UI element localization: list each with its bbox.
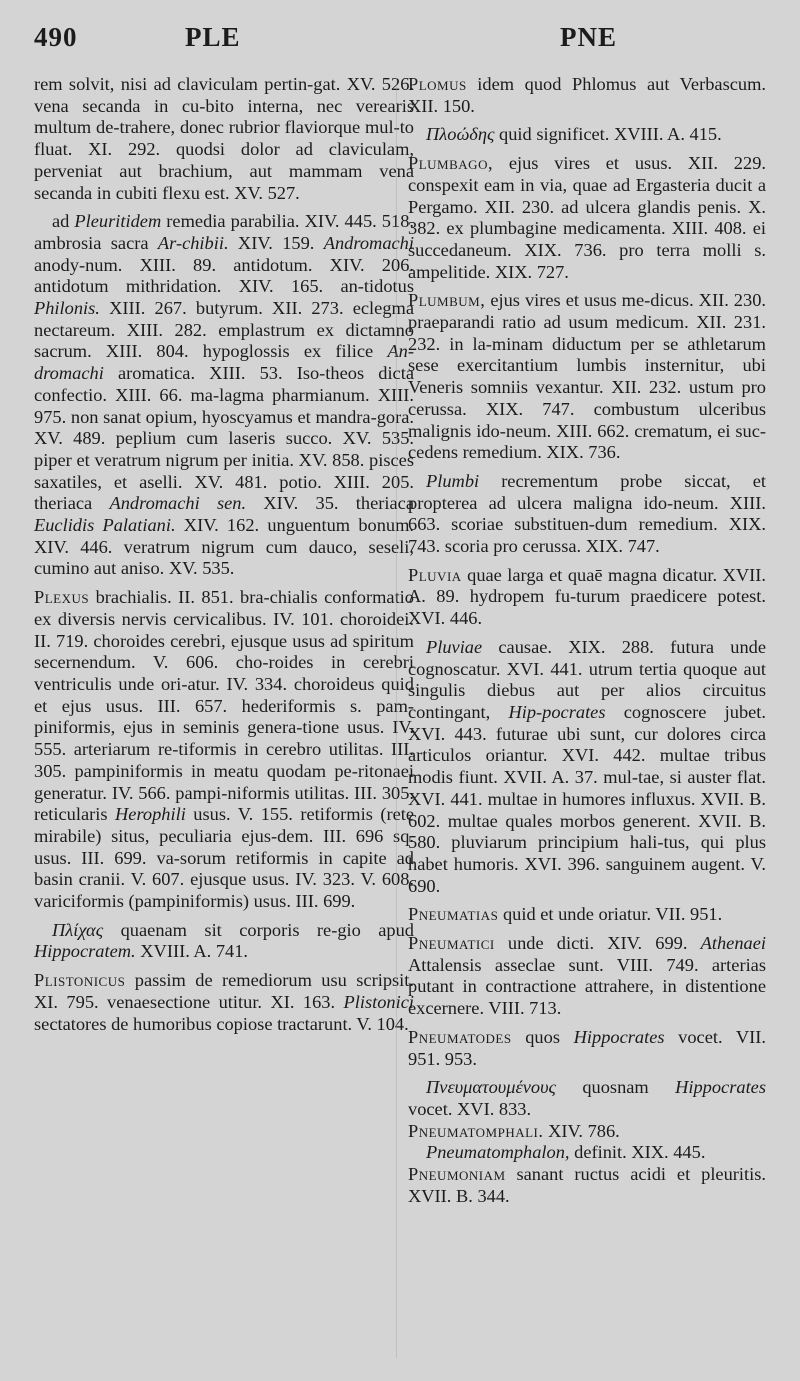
entry-text: XIV. 786. [543, 1120, 620, 1141]
entry-headword: Plomus [408, 74, 467, 94]
entry-text: aromatica. XIII. 53. Iso-theos dicta confectio. XIII. 66. ma-lagma pharmianum. XIII. 975. non sanat opium, hyoscyamus et mandra-gora. XV. 489. peplium cum laseris succo. XV. 535. piper et veratrum nigrum per initia. XV. 858. pisces saxatiles, et aselli. XV. 481. potio. XIII. 205. theriaca [34, 363, 414, 514]
entry-pneumoniam [408, 1164, 766, 1207]
entry-headword: Pneumatici [408, 933, 495, 954]
entry-plistonicus [34, 970, 414, 1035]
entry-text: XIV. 162. unguentum bonum. XIV. 446. veratrum nigrum cum dauco, seseli, cumino aut aniso. XV. 535. [34, 515, 415, 579]
entry-text: idem quod Phlomus aut Verbascum. XII. 150. [408, 74, 766, 116]
entry-headword: Pneumatias [408, 904, 499, 925]
author-name: Hippocrates [675, 1077, 766, 1098]
author-name: Hip-pocrates [508, 701, 606, 722]
entry-pneumatias [408, 904, 766, 926]
entry-ploodes [408, 124, 766, 146]
author-name: Hippocratem. [34, 941, 136, 962]
entry-text: quaenam sit corporis re-gio apud [103, 919, 414, 940]
entry-text: vocet. VII. 951. 953. [408, 1026, 766, 1069]
entry-text: passim de remediorum usu scripsit. XI. 795. venaesectione utitur. XI. 163. [34, 970, 414, 1012]
entry-headword: Plumbago, [408, 153, 494, 174]
author-name: Plistonici [343, 991, 414, 1012]
entry-text: definit. XIX. 445. [569, 1142, 706, 1163]
author-name: Hippocrates [573, 1026, 665, 1047]
entry-text: quos [511, 1026, 574, 1047]
entry-text: recrementum probe siccat, et propterea ad ulcera maligna ido-neum. XIII. 663. scoriae substituen-dum remedium. XIX. 743. scoria pro cerussa. XIX. 747. [408, 470, 766, 557]
entry-keyword: Plumbi [426, 470, 480, 491]
entry-continuation [34, 74, 414, 204]
entry-text: vocet. XVI. 833. [408, 1098, 532, 1119]
entry-headword: Pluvia [408, 564, 462, 585]
entry-keyword: Pluviae [426, 636, 483, 657]
author-name: Philonis. [34, 298, 100, 319]
entry-pluviae [408, 637, 766, 897]
entry-text: XIV. 159. [228, 232, 324, 253]
greek-headword: Πνευματουμένους [426, 1077, 556, 1098]
entry-keyword: Pleuritidem [74, 211, 162, 232]
entry-text: quid et unde oriatur. VII. 951. [498, 904, 723, 925]
entry-text: anody-num. XIII. 89. antidotum. XIV. 206. antidotum mithridation. XIV. 165. an-tidotus [34, 254, 414, 297]
entry-pneumatici [408, 933, 766, 1020]
entry-text: causae. XIX. 288. futura unde cognoscatur. XVI. 441. utrum tertia quoque aut singulis diebus aut per alios circuitus contingant, [408, 636, 766, 722]
entry-pneumatodes [408, 1027, 766, 1070]
entry-headword: Plumbum, [408, 290, 486, 311]
entry-keyword: Pneumatomphalon, [426, 1142, 570, 1163]
page-number: 490 [34, 22, 78, 52]
entry-text: sanant ructus acidi et pleuritis. XVII. B. 344. [408, 1164, 766, 1206]
author-name: An-dromachi [34, 341, 414, 384]
entry-text: cognoscere jubet. XVI. 443. futurae ubi sunt, cur dolores circa articulos oriantur. XVI. 442. multae tribus modis fiunt. XVII. A. 37. mul-tae, si auster flat. XVI. 441. multae in humores influxus. XVII. B. 602. multae quales morbos generent. XVII. B. 580. pluviarum principium hali-tus, qui plus habet humoris. XVI. 396. sanguinem augent. V. 690. [408, 701, 767, 896]
author-name: Herophili [115, 804, 186, 825]
entry-plomus [408, 74, 766, 117]
entry-text: ad [52, 211, 75, 232]
column-divider [396, 78, 397, 1358]
entry-pleuritis [34, 211, 414, 580]
entry-plumbi [408, 471, 766, 558]
entry-pneumatomphali [408, 1121, 766, 1143]
author-name: Euclidis Palatiani. [34, 515, 176, 536]
entry-text: XVIII. A. 741. [135, 941, 249, 962]
entry-text: quid significet. XVIII. A. 415. [494, 124, 722, 145]
entry-plumbum [408, 290, 766, 464]
entry-text: unde dicti. XIV. 699. [494, 933, 701, 954]
entry-text: Attalensis asseclae sunt. VIII. 749. arterias putant in contractione attrahere, in distentione excernere. VIII. 713. [408, 954, 766, 1019]
entry-text: rem solvit, nisi ad claviculam pertin-gat. XV. 526. vena secanda in cu-bito interna, nec verearis multum de-trahere, donec rubrior flaviorque mul-to fluat. XI. 292. quodsi dolor ad claviculam, perveniat aut brachium, aut mammam vena secanda in cubiti flexu est. XV. 527. [34, 74, 414, 203]
running-header [0, 22, 800, 62]
entry-headword: Pneumatodes [408, 1026, 512, 1047]
entry-text: quosnam [555, 1077, 676, 1098]
right-running-head: PNE [560, 22, 617, 52]
author-name: Andromachi [323, 232, 414, 253]
entry-text: brachialis. II. 851. bra-chialis conformatio ex diversis nervis cervicalibus. IV. 101. choroidei. II. 719. choroides cerebri, ejusque usus ad spiritum secernendum. V. 606. cho-roides in cerebri ventriculis unde ori-atur. IV. 334. choroideus quid et ejus usus. III. 657. hederiformis s. pam-piniformis, ejus in seminis genera-tione usus. IV. 555. arteriarum re-tiformis in cerebro utilitas. III. 305. pampiniformis in meatu quodam pe-ritonaei generatur. IV. 566. pampi-niformis utilitas. III. 305. reticularis [34, 587, 414, 825]
entry-pneumatomphalon [408, 1142, 766, 1164]
right-column [408, 74, 766, 1214]
author-name: Ar-chibii. [157, 232, 229, 253]
entry-headword: Pneumatomphali. [408, 1120, 544, 1141]
entry-text: quae larga et quaē magna dicatur. XVII. A. 89. hydropem fu-turum praedicere potest. XVI. 446. [408, 564, 766, 629]
greek-headword: Πλίχας [52, 919, 104, 940]
entry-pneumatoumenous [408, 1077, 766, 1120]
author-name: Andromachi sen. [109, 493, 247, 514]
entry-headword: Pneumoniam [408, 1164, 506, 1185]
entry-plumbago [408, 153, 766, 283]
entry-text: sectatores de humoribus copiose tractarunt. V. 104. [34, 1013, 409, 1034]
entry-text: XIII. 267. butyrum. XII. 273. eclegma nectareum. XIII. 282. emplastrum ex dictamno sacrum. XIII. 804. hypoglossis ex filice [34, 298, 414, 362]
entry-text: usus. V. 155. retiformis (rete mirabile) situs, peculiaria ejus-dem. III. 696 sq. usus. III. 699. va-sorum retiformis in capite ad basin cranii. V. 607. ejusque usus. IV. 323. V. 608. variciformis (pampiniformis) usus. III. 699. [34, 804, 415, 912]
entry-text: remedia parabilia. XIV. 445. 518. ambrosia sacra [34, 211, 414, 253]
entry-text: ejus vires et usus. XII. 229. conspexit eam in via, quae ad Ergasteria ducit a Pergamo. XII. 230. ad ulcera glandis penis. X. 382. ex plumbagine medicamenta. XIII. 408. ei succedaneum. XIX. 736. pro terra molli s. ampelitide. XIX. 727. [408, 153, 766, 282]
author-name: Athenaei [700, 933, 766, 954]
entry-headword: Plistonicus [34, 970, 126, 991]
entry-text: XIV. 35. theriaca [246, 493, 414, 514]
entry-text: ejus vires et usus me-dicus. XII. 230. praeparandi ratio ad usum medicum. XII. 231. 232. in la-minam diductum per se athletarum sese exercitantium lumbis insternitur, ubi Veneris somniis vexantur. XII. 232. ustum pro cerussa. XIX. 747. combustum ulceribus malignis ido-neum. XIII. 662. crematum, ei suc-cedens remedium. XIX. 736. [408, 290, 766, 463]
entry-headword: Plexus [34, 587, 90, 608]
entry-pluvia [408, 565, 766, 630]
entry-plichas [34, 920, 414, 963]
greek-headword: Πλοώδης [426, 124, 495, 145]
left-running-head: PLE [185, 22, 241, 52]
entry-plexus [34, 587, 414, 913]
left-column [34, 74, 414, 1042]
